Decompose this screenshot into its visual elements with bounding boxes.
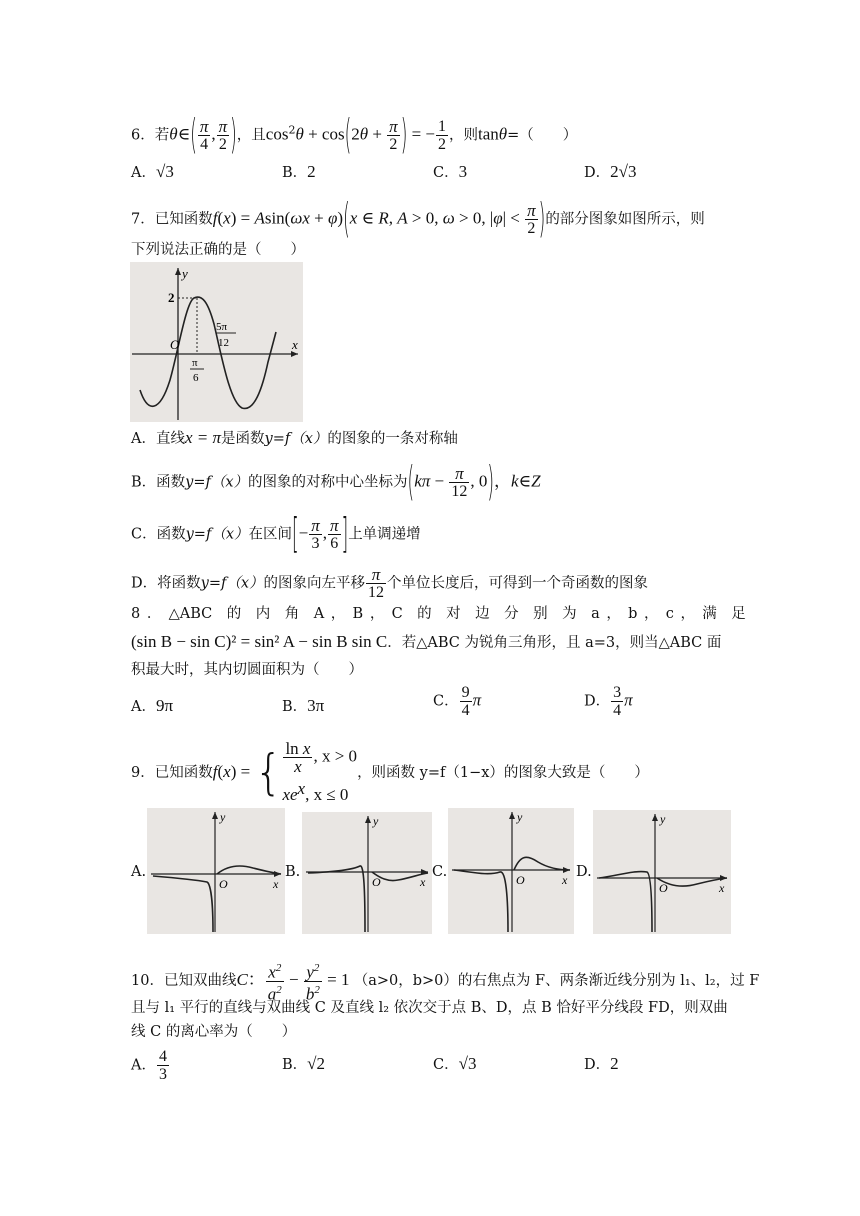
q7-sine-graph: [130, 262, 303, 422]
q9-graph-a[interactable]: [147, 808, 285, 934]
label-x: x: [292, 337, 298, 352]
svg-text:y: y: [220, 810, 226, 824]
svg-text:x: x: [719, 881, 725, 895]
q8-stem-line3: 积最大时，其内切圆面积为（ ）: [131, 662, 363, 678]
q10-option-b[interactable]: B．√2: [282, 1054, 325, 1073]
q6-eq: ，则: [449, 127, 479, 144]
svg-text:y: y: [660, 812, 666, 826]
q6-end: =（ ）: [507, 127, 578, 144]
label-max: 2: [168, 290, 175, 305]
svg-text:x: x: [562, 873, 568, 887]
q9-graph-c[interactable]: [448, 808, 574, 934]
q10-option-d[interactable]: D．2: [584, 1054, 619, 1073]
q9-graph-b[interactable]: [302, 812, 432, 934]
svg-text:O: O: [219, 877, 228, 891]
q8-stem-line1: 8 ． △ABC 的 内 角 A ， B ， C 的 对 边 分 别 为 a ， b ， c ， 满 足: [131, 606, 746, 622]
q9-option-a-label[interactable]: A.: [131, 864, 147, 880]
q8-stem-line2: (sin B − sin C)² = sin² A − sin B sin C．若△ABC 为锐角三角形，且 a=3，则当△ABC 面: [131, 632, 722, 651]
q8-option-a[interactable]: A．9π: [131, 696, 174, 715]
svg-text:x: x: [273, 877, 279, 891]
svg-text:O: O: [372, 875, 381, 889]
svg-text:O: O: [516, 873, 525, 887]
q9-option-b-label[interactable]: B.: [285, 864, 301, 880]
label-12: 12: [218, 337, 229, 349]
q10-stem-line3: 线 C 的离心率为（ ）: [131, 1024, 297, 1040]
q6-stem: 6．若θ∈( $\frac{\pi}{4}$ , $\frac{\pi}{2}$ )，且$\cos^2\theta + \cos(2\theta$ + $\frac{\pi}{2}$ ) = − $\frac{1}{2}$ ，则tanθ=（ ）: [131, 111, 578, 160]
q7-figure: [130, 262, 303, 422]
q8-option-d[interactable]: D． $\frac{3}{4}$ π: [584, 684, 633, 719]
svg-text:x: x: [420, 875, 426, 889]
label-6: 6: [193, 372, 199, 384]
q7-option-d[interactable]: D．将函数y=f（x）的图象向左平移 $\frac{\pi}{12}$ 个单位长度后，可得到一个奇函数的图象: [131, 565, 649, 601]
q9-option-c-label[interactable]: C.: [432, 864, 448, 880]
q6-option-d[interactable]: D．2√3: [584, 162, 637, 181]
q7-stem: 7．已知函数f(x) = Asin(ωx + φ)(x ∈ R, A > 0, ω > 0, |φ| < $\frac{\pi}{2}$ )的部分图象如图所示，则: [131, 195, 705, 244]
q8-option-c[interactable]: C． $\frac{9}{4}$ π: [433, 684, 482, 719]
q8-option-b[interactable]: B．3π: [282, 696, 325, 715]
q6-mid: ，且: [236, 127, 266, 144]
q10-option-a[interactable]: A． $\frac{4}{3}$: [131, 1048, 167, 1083]
svg-text:y: y: [373, 814, 379, 828]
q6-prefix: 6．若: [131, 127, 170, 144]
q7-option-c[interactable]: C．函数y=f（x）在区间[− $\frac{\pi}{3}$ , $\frac{\pi}{6}$ ]上单调递增: [131, 510, 421, 559]
q7-option-a[interactable]: A．直线x = π是函数y=f（x）的图象的一条对称轴: [131, 428, 458, 447]
svg-text:y: y: [517, 810, 523, 824]
q10-stem-line1: 10．已知双曲线C： $\frac{x^2}{a^2}$ − $\frac{y^2}{b^2}$ = 1 （a>0，b>0）的右焦点为 F、两条渐近线分别为 l₁、l₂，过 F: [131, 962, 760, 1004]
q10-option-c[interactable]: C．√3: [433, 1054, 477, 1073]
q6-option-c[interactable]: C．3: [433, 162, 468, 181]
q10-stem-line2: 且与 l₁ 平行的直线与双曲线 C 及直线 l₂ 依次交于点 B、D，点 B 恰好平分线段 FD，则双曲: [131, 1000, 728, 1016]
q7-stem-line2: 下列说法正确的是（ ）: [131, 242, 305, 258]
q7-option-b[interactable]: B．函数y=f（x）的图象的对称中心坐标为(kπ − $\frac{\pi}{12}$ , 0)，k∈Z: [131, 458, 541, 507]
q9-option-d-label[interactable]: D.: [576, 864, 592, 880]
q9-stem: 9．已知函数f(x) = { $\frac{\text{ln x}}{x}$ , x > 0 $xe^x$, x ≤ 0 ，则函数 y=f（1−x）的图象大致是（ ）: [131, 739, 649, 804]
q6-option-b[interactable]: B．2: [282, 162, 316, 181]
label-origin: O: [170, 337, 180, 352]
q6-option-a[interactable]: A．√3: [131, 162, 174, 181]
label-pi: π: [192, 357, 198, 369]
svg-text:O: O: [659, 881, 668, 895]
label-y: y: [182, 266, 188, 281]
q9-graph-d[interactable]: [593, 810, 731, 934]
sine-curve: [140, 297, 276, 408]
label-5pi: 5π: [216, 321, 228, 333]
